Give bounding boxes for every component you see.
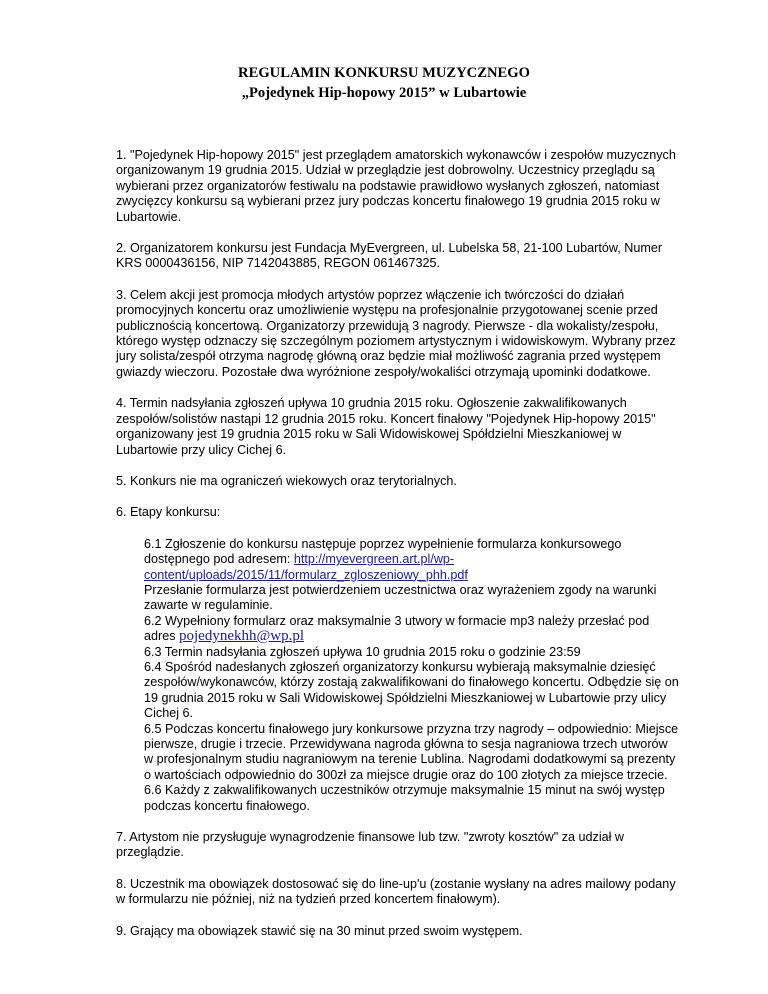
paragraph-7: 7. Artystom nie przysługuje wynagrodzenie finansowe lub tzw. "zwroty kosztów" za udział w przeglądzie.	[116, 830, 625, 860]
paragraph-5: 5. Konkurs nie ma ograniczeń wiekowych oraz terytorialnych.	[116, 473, 457, 488]
paragraph-1: 1. "Pojedynek Hip-hopowy 2015" jest przeglądem amatorskich wykonawców i zespołów muzycznych organizowanym 19 grudnia 2015. Udział w przeglądzie jest dobrowolny. Uczestnicy przeglądu są wybierani przez organizatorów festiwalu na podstawie prawidłowo wysłanych zgłoszeń, natomiast zwycięzcy konkursu są wybierani przez jury podczas koncertu finałowego 19 grudnia 2015 roku w Lubartowie.	[116, 148, 676, 224]
stage-6-6: 6.6 Każdy z zakwalifikowanych uczestników otrzymuje maksymalnie 15 minut na swój występ podczas koncertu finałowego.	[144, 783, 665, 813]
stage-6-1-text: 6.1 Zgłoszenie do konkursu następuje poprzez wypełnienie formularza konkursowego dostępnego pod adresem:	[144, 536, 622, 567]
stages-list	[144, 537, 679, 814]
stage-6-5: 6.5 Podczas koncertu finałowego jury konkursowe przyzna trzy nagrody – odpowiednio: Miejsce pierwsze, drugie i trzecie. Przewidywana nagroda główna to sesja nagraniowa trzech utworów w profesjonalnym studiu nagraniowym na terenie Lublina. Nagrodami dodatkowymi są prezenty o wartościach odpowiednio do 300zł za miejsce drugie oraz do 100 złotych za miejsce trzecie.	[144, 721, 679, 782]
regulations-body	[116, 148, 679, 955]
stage-6-2	[144, 614, 679, 645]
stage-6-1	[144, 537, 679, 583]
email-link[interactable]: pojedynekhh@wp.pl	[179, 628, 305, 645]
paragraph-6: 6. Etapy konkursu:	[116, 505, 221, 520]
paragraph-8: 8. Uczestnik ma obowiązek dostosować się do line-up'u (zostanie wysłany na adres mailowy podany w formularzu nie później, niż na tydzień przed koncertem finałowym).	[116, 876, 676, 907]
document-title: REGULAMIN KONKURSU MUZYCZNEGO	[238, 65, 530, 81]
paragraph-9: 9. Grający ma obowiązek stawić się na 30 minut przed swoim występem.	[116, 923, 523, 938]
paragraph-2: 2. Organizatorem konkursu jest Fundacja MyEvergreen, ul. Lubelska 58, 21-100 Lubartów, Numer KRS 0000436156, NIP 7142043885, REGON 061467325.	[116, 241, 663, 271]
paragraph-3: 3. Celem akcji jest promocja młodych artystów poprzez włączenie ich twórczości do działań promocyjnych koncertu oraz umożliwienie występu na profesjonalnie przygotowanej scenie przed publicznością koncertową. Organizatorzy przewidują 3 nagrody. Pierwsze - dla wokalisty/zespołu, którego występ odznaczy się szczególnym poziomem artystycznym i widowiskowym. Wybrany przez jury solista/zespół otrzyma nagrodę główną oraz będzie miał możliwość zagrania przed występem gwiazdy wieczoru. Pozostałe dwa wyróżnione zespoły/wokaliści otrzymają upominki dodatkowe.	[116, 287, 676, 379]
form-link[interactable]: http://myevergreen.art.pl/wp-content/uploads/2015/11/formularz_zgloszeniowy_phh.pdf	[144, 552, 468, 582]
stage-6-1-note: Przesłanie formularza jest potwierdzeniem uczestnictwa oraz wyrażeniem zgody na warunki zawarte w regulaminie.	[144, 582, 657, 613]
document-subtitle: „Pojedynek Hip-hopowy 2015” w Lubartowie	[241, 85, 527, 101]
stage-6-3: 6.3 Termin nadsyłania zgłoszeń upływa 10 grudnia 2015 roku o godzinie 23:59	[144, 644, 581, 659]
paragraph-4: 4. Termin nadsyłania zgłoszeń upływa 10 grudnia 2015 roku. Ogłoszenie zakwalifikowanych zespołów/solistów nastąpi 12 grudnia 2015 roku. Koncert finałowy "Pojedynek Hip-hopowy 2015" organizowany jest 19 grudnia 2015 roku w Sali Widowiskowej Spółdzielni Mieszkaniowej w Lubartowie przy ulicy Cichej 6.	[116, 396, 656, 457]
stage-6-2-text: 6.2 Wypełniony formularz oraz maksymalnie 3 utwory w formacie mp3 należy przesłać pod adres	[144, 613, 650, 644]
stage-6-4: 6.4 Spośród nadesłanych zgłoszeń organizatorzy konkursu wybierają maksymalnie dziesięć zespołów/wykonawców, którzy zostają zakwalifikowani do finałowego koncertu. Odbędzie się on 19 grudnia 2015 roku w Sali Widowiskowej Spółdzielni Mieszkaniowej w Lubartowie przy ulicy Cichej 6.	[144, 659, 679, 721]
